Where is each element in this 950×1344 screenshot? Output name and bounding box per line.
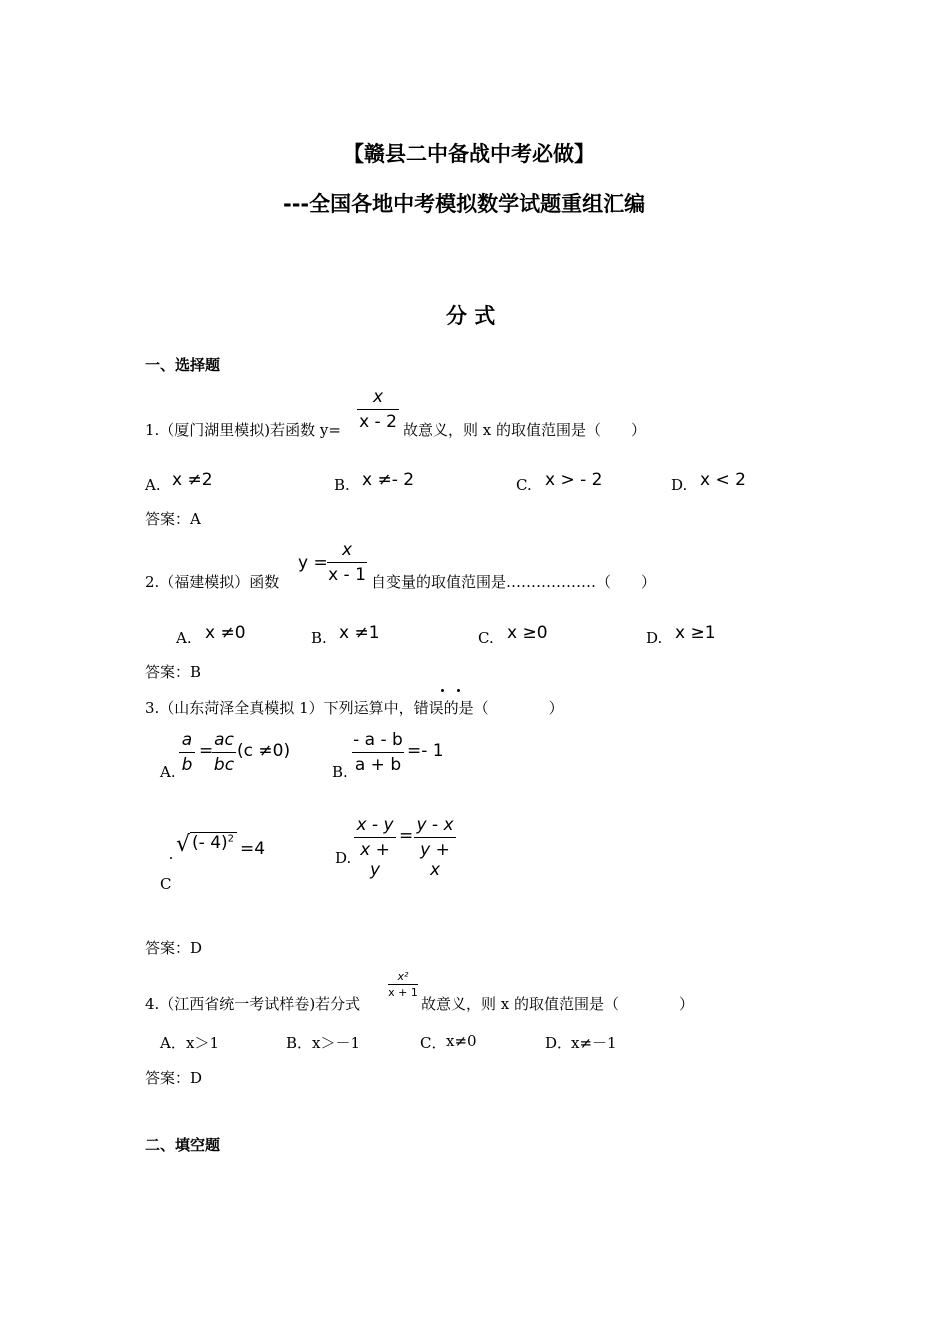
q3-opt-d-d2: y + x [420,840,450,880]
q1-opt-d: x < 2 [700,470,746,490]
q3-opt-d-frac-right [414,815,456,880]
doc-subtitle: ---全国各地中考模拟数学试题重组汇编 [283,192,646,216]
q1-opt-b: x ≠- 2 [362,470,415,490]
q4-fraction [388,970,418,999]
q4-frac-den: x + 1 [388,986,418,999]
topic-heading: 分 式 [446,304,496,328]
bullet-dot [170,857,172,859]
q1-stem-suffix: 故意义，则 x 的取值范围是（ ） [403,421,646,439]
q3-answer: 答案：D [145,939,203,957]
q3-opt-a-n1: a [181,730,193,750]
q1-opt-a-label: A. [145,476,161,494]
q4-stem-suffix: 故意义，则 x 的取值范围是（ ） [421,995,694,1013]
q2-opt-d-label: D. [646,629,663,647]
q3-opt-c-radicand: (- 4) [192,833,228,853]
q3-opt-d-n2: y - x [416,815,454,835]
q3-opt-b-rhs: =- 1 [407,741,444,761]
q2-opt-a-label: A. [176,629,192,647]
q1-fraction [357,387,399,432]
q4-opt-c-label: C． [420,1034,447,1052]
q1-frac-num: x [372,387,384,407]
q2-stem-prefix: 2.（福建模拟）函数 [145,573,280,591]
q4-opt-b-label: B． [286,1034,313,1052]
q3-opt-d-eq: = [399,826,414,846]
q2-opt-b: x ≠1 [339,623,380,643]
q3-opt-c-sqrt: √ (- 4)$^2$ [176,832,237,857]
q3-opt-d-n1: x - y [356,815,394,835]
section-choice-heading: 一、选择题 [145,356,221,374]
q4-opt-c: x≠0 [446,1032,477,1050]
q3-opt-b-label: B. [332,763,348,781]
q1-opt-a: x ≠2 [172,470,213,490]
q4-opt-a: x＞1 [186,1034,220,1052]
q2-frac-den: x - 1 [328,565,366,585]
q2-opt-c-label: C. [478,629,494,647]
q4-opt-b: x＞－1 [312,1034,361,1052]
q3-opt-c-rhs: =4 [240,839,266,859]
section-fill-heading: 二、填空题 [145,1136,221,1154]
q2-opt-b-label: B. [311,629,327,647]
q3-opt-a-cond: (c ≠0) [237,741,291,761]
q3-opt-a-frac-left [179,730,195,775]
q1-opt-c: x > - 2 [545,470,603,490]
q2-opt-c: x ≥0 [507,623,548,643]
q3-opt-a-label: A. [160,763,176,781]
q1-opt-d-label: D. [671,476,688,494]
q2-answer: 答案：B [145,663,202,681]
q3-opt-a-eq: = [199,741,214,761]
q4-frac-num: x² [397,970,409,983]
q4-opt-d: x≠－1 [571,1034,617,1052]
q3-opt-a-n2: ac [214,730,234,750]
q3-opt-d-d1: x + y [360,840,390,880]
q2-opt-a: x ≠0 [205,623,246,643]
q3-opt-b-frac [352,730,404,775]
q1-answer: 答案：A [145,510,201,528]
emphasis-dot [457,689,460,692]
q4-stem-prefix: 4.（江西省统一考试样卷)若分式 [145,995,361,1013]
q3-opt-a-frac-right [212,730,236,775]
q4-answer: 答案：D [145,1069,203,1087]
q2-lhs: y = [298,553,328,573]
q3-opt-b-d1: a + b [354,755,402,775]
q1-stem-prefix: 1.（厦门湖里模拟)若函数 y= [145,421,341,439]
emphasis-dot [441,689,444,692]
q3-opt-d-label: D. [335,849,352,867]
q3-opt-a-d2: bc [213,755,235,775]
q2-fraction [327,540,367,585]
q3-opt-c-label: C [160,875,172,893]
q2-stem-suffix: 自变量的取值范围是………………（ ） [371,573,657,591]
q2-opt-d: x ≥1 [675,623,716,643]
q3-opt-c-exp: 2 [227,833,235,845]
q2-frac-num: x [341,540,353,560]
doc-title: 【赣县二中备战中考必做】 [343,142,595,166]
q3-opt-a-d1: b [181,755,193,775]
q4-opt-a-label: A． [160,1034,186,1052]
q3-opt-b-n1: - a - b [353,730,403,750]
q4-opt-d-label: D． [545,1034,573,1052]
q3-stem: 3.（山东菏泽全真模拟 1）下列运算中，错误的是（ ） [145,699,564,717]
q1-opt-c-label: C. [516,476,532,494]
q3-opt-d-frac-left [354,815,396,880]
q1-frac-den: x - 2 [359,412,397,432]
q1-opt-b-label: B. [334,476,350,494]
